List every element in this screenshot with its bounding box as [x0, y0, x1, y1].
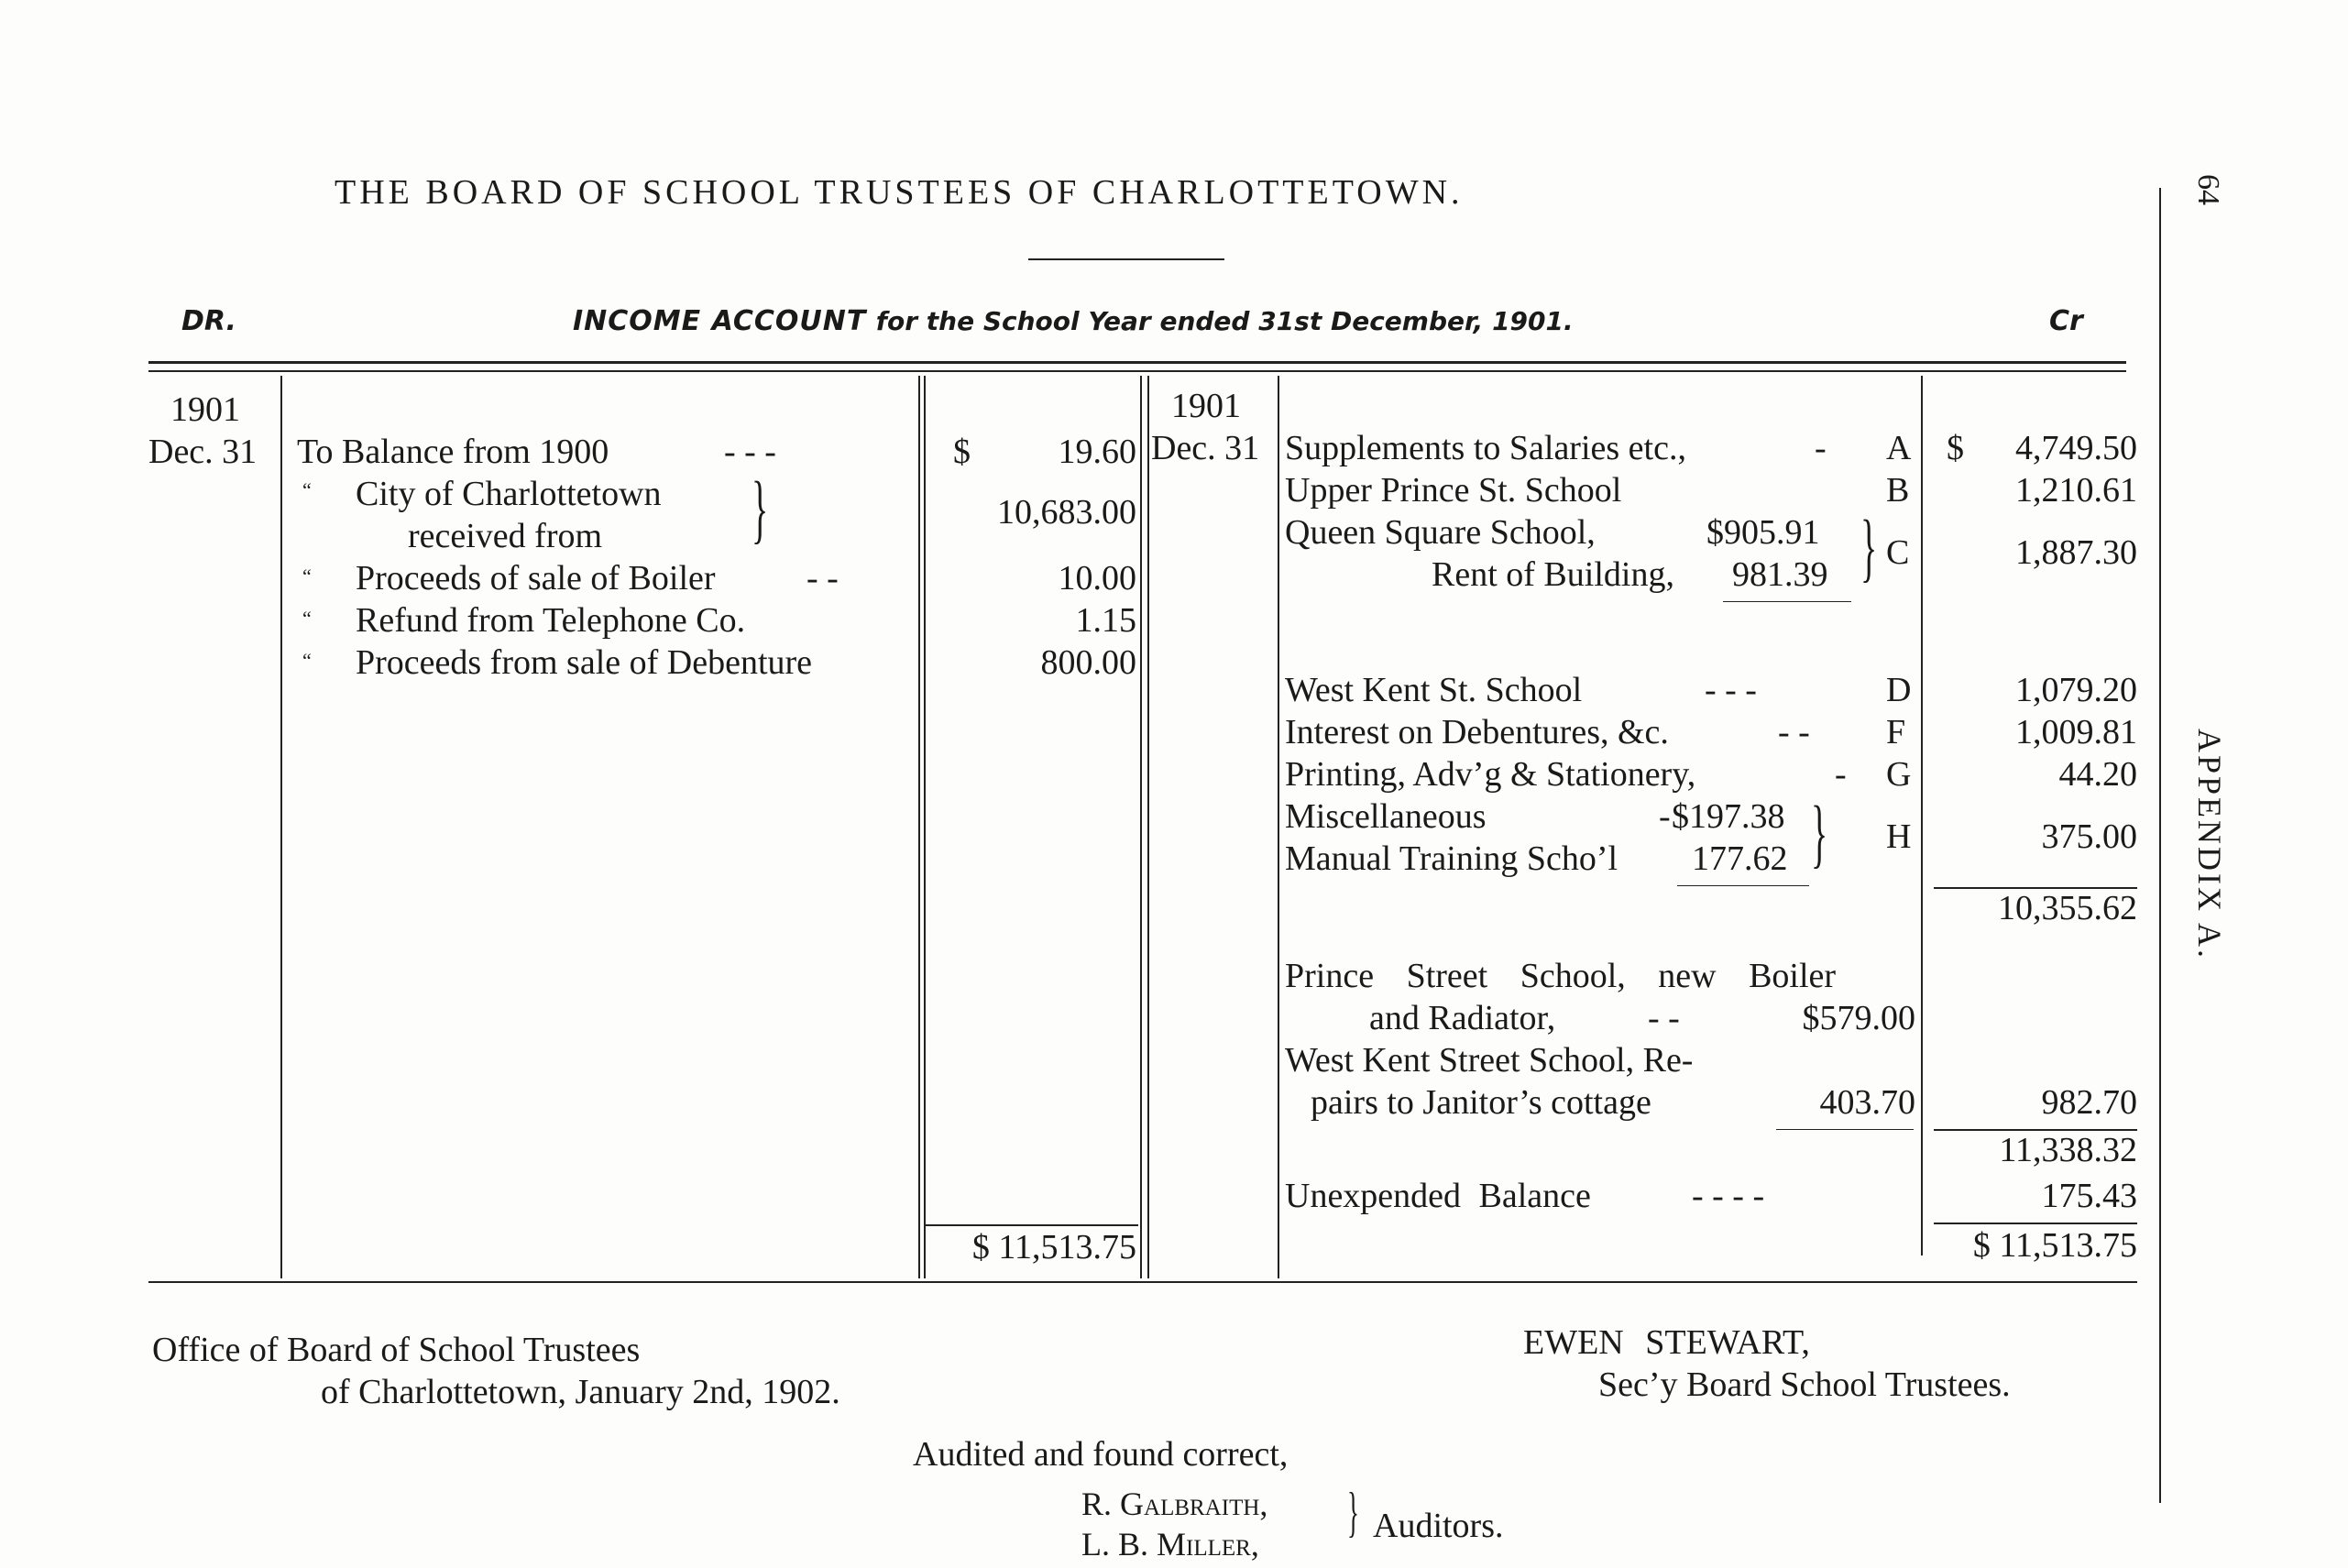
credit-row-letter: F — [1886, 713, 1906, 751]
col-rule — [1147, 376, 1149, 1278]
col-rule — [918, 376, 920, 1278]
auditor-name: L. B. Miller, — [1081, 1526, 1259, 1563]
account-heading-bold: INCOME ACCOUNT — [573, 305, 867, 337]
credit-row-text: Printing, Adv’g & Stationery, — [1285, 755, 1696, 794]
credit-row-amount: 1,009.81 — [2015, 713, 2137, 751]
debit-row-dots: - - — [806, 559, 839, 598]
table-top-rule-2 — [148, 370, 2126, 372]
credit-subtotal: 10,355.62 — [1998, 889, 2137, 927]
credit-extra-amount: 403.70 — [1819, 1083, 1915, 1122]
brace: } — [1860, 505, 1878, 590]
debit-row-text: To Balance from 1900 — [297, 433, 609, 471]
debit-row-text: City of Charlottetown — [356, 475, 662, 513]
credit-row-amount: 1,887.30 — [2015, 533, 2137, 572]
credit-row-amount: 1,210.61 — [2015, 471, 2137, 510]
brace: } — [1347, 1482, 1359, 1542]
dr-label: DR. — [181, 305, 236, 337]
debit-date: Dec. 31 — [148, 433, 258, 471]
debit-row-amount: 800.00 — [1040, 643, 1136, 682]
page-title: THE BOARD OF SCHOOL TRUSTEES OF CHARLOTTETOWN. — [335, 173, 1464, 212]
office-line: of Charlottetown, January 2nd, 1902. — [321, 1373, 840, 1411]
credit-row-amount: 4,749.50 — [2015, 429, 2137, 467]
debit-row-amount: 1.15 — [1075, 601, 1136, 640]
debit-row-text: Refund from Telephone Co. — [356, 601, 746, 640]
credit-extra-line: and Radiator, — [1369, 999, 1556, 1037]
credit-subtotal: 11,338.32 — [1999, 1131, 2137, 1169]
unexpended-label: Unexpended Balance — [1285, 1177, 1591, 1215]
col-rule — [1140, 376, 1142, 1278]
auditors-label: Auditors. — [1373, 1507, 1504, 1545]
debit-row-text: Proceeds of sale of Boiler — [356, 559, 716, 598]
cr-label: Cr — [2049, 305, 2083, 337]
debit-year: 1901 — [170, 390, 240, 429]
table-bottom-rule — [148, 1281, 2137, 1283]
credit-extra-total: 982.70 — [2041, 1083, 2137, 1122]
sub-rule — [1677, 885, 1809, 886]
debit-row-dots: - - - — [724, 433, 776, 471]
secretary-title: Sec’y Board School Trustees. — [1598, 1365, 2011, 1404]
credit-row-letter: D — [1886, 671, 1912, 709]
debit-row-amount: 19.60 — [1058, 433, 1136, 471]
unexpended-dots: - - - - — [1692, 1177, 1765, 1215]
credit-date: Dec. 31 — [1151, 429, 1260, 467]
credit-row-sub: $905.91 — [1706, 513, 1820, 552]
credit-row-sub: 981.39 — [1732, 555, 1828, 594]
credit-row-letter: H — [1886, 817, 1912, 856]
margin-rule — [2159, 188, 2161, 1503]
table-top-rule — [148, 361, 2126, 364]
debit-row-amount: 10.00 — [1058, 559, 1136, 598]
sub-rule — [1723, 601, 1851, 602]
office-line: Office of Board of School Trustees — [152, 1331, 641, 1369]
credit-row-text-cont: Manual Training Scho’l — [1285, 839, 1618, 878]
debit-row-amount: 10,683.00 — [997, 493, 1136, 532]
secretary-name: EWEN STEWART, — [1523, 1323, 1810, 1362]
account-heading-rest: for the School Year ended 31st December, 1901. — [875, 306, 1574, 336]
credit-row-sub: $197.38 — [1672, 797, 1785, 836]
credit-row-letter: B — [1886, 471, 1910, 510]
credit-row-text: Queen Square School, — [1285, 513, 1596, 552]
ditto-mark: “ — [302, 607, 312, 630]
credit-total: $ 11,513.75 — [1972, 1226, 2137, 1265]
col-rule — [280, 376, 282, 1278]
debit-total: $ 11,513.75 — [971, 1228, 1136, 1266]
credit-row-dots: - - - — [1705, 671, 1757, 709]
sub-rule — [1776, 1129, 1914, 1130]
credit-row-letter: C — [1886, 533, 1910, 572]
credit-extra-line: pairs to Janitor’s cottage — [1311, 1083, 1651, 1122]
ditto-mark: “ — [302, 478, 312, 501]
credit-row-letter: G — [1886, 755, 1912, 794]
account-heading — [573, 305, 1574, 337]
debit-row-text-cont: received from — [408, 517, 603, 555]
credit-extra-dots: - - — [1648, 999, 1680, 1037]
credit-row-sub: 177.62 — [1692, 839, 1788, 878]
credit-row-dots: - — [1659, 797, 1671, 836]
page-number: 64 — [2191, 174, 2225, 205]
credit-row-text: Miscellaneous — [1285, 797, 1487, 836]
ditto-mark: “ — [302, 649, 312, 672]
credit-extra-amount: $579.00 — [1802, 999, 1915, 1037]
title-rule — [1028, 258, 1224, 260]
credit-row-dots: - — [1815, 429, 1827, 467]
brace: } — [752, 466, 769, 552]
credit-row-text: West Kent St. School — [1285, 671, 1583, 709]
credit-row-amount: 375.00 — [2041, 817, 2137, 856]
audited-line: Audited and found correct, — [913, 1435, 1289, 1474]
appendix-label: APPENDIX A. — [2191, 729, 2228, 961]
credit-row-amount: 1,079.20 — [2015, 671, 2137, 709]
credit-row-dots: - — [1835, 755, 1847, 794]
credit-row-letter: A — [1886, 429, 1912, 467]
credit-extra-line: West Kent Street School, Re- — [1285, 1041, 1694, 1080]
credit-extra-line: Prince Street School, new Boiler — [1285, 957, 1837, 995]
credit-dollar-sign: $ — [1947, 429, 1964, 467]
brace: } — [1811, 791, 1828, 876]
debit-dollar-sign: $ — [953, 433, 971, 471]
col-rule — [1278, 376, 1279, 1278]
credit-row-dots: - - — [1778, 713, 1810, 751]
auditor-name: R. Galbraith, — [1081, 1486, 1268, 1522]
credit-row-text: Supplements to Salaries etc., — [1285, 429, 1686, 467]
unexpended-amount: 175.43 — [2041, 1177, 2137, 1215]
credit-row-text: Interest on Debentures, &c. — [1285, 713, 1669, 751]
debit-row-text: Proceeds from sale of Debenture — [356, 643, 813, 682]
ditto-mark: “ — [302, 565, 312, 587]
credit-row-amount: 44.20 — [2058, 755, 2137, 794]
credit-year: 1901 — [1171, 387, 1241, 425]
credit-row-text-cont: Rent of Building, — [1432, 555, 1674, 594]
col-rule — [1921, 376, 1923, 1255]
credit-row-text: Upper Prince St. School — [1285, 471, 1622, 510]
